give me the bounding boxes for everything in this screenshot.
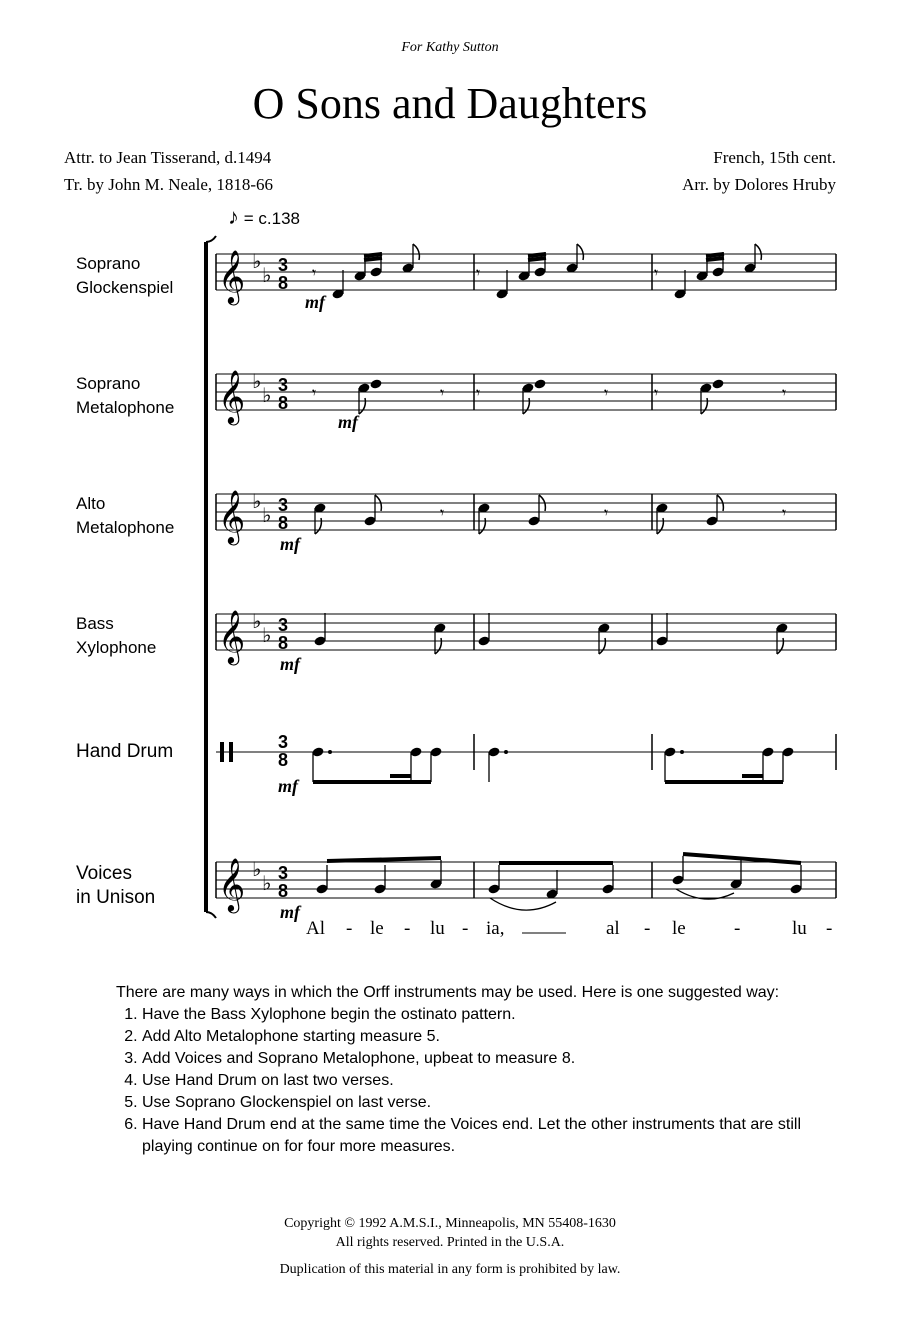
dynamic-marking: mf — [280, 654, 300, 674]
flat-icon: ♭ — [262, 623, 272, 647]
flat-icon: ♭ — [262, 871, 272, 895]
time-signature-bottom: 8 — [278, 750, 289, 770]
flat-icon: ♭ — [262, 383, 272, 407]
instruction-step: 1. Have the Bass Xylophone begin the ostinato pattern. — [142, 1004, 816, 1026]
flat-icon: ♭ — [262, 503, 272, 527]
flat-icon: ♭ — [252, 369, 262, 393]
performance-instructions — [116, 982, 816, 1158]
eighth-rest-icon: 𝄾 — [654, 383, 659, 402]
dynamic-marking: mf — [280, 902, 300, 922]
lyric-syllable: Al — [306, 918, 325, 939]
page-title: O Sons and Daughters — [252, 79, 648, 128]
time-signature-top: 3 — [278, 732, 289, 752]
time-signature-bottom: 8 — [278, 633, 289, 653]
percussion-clef-icon — [220, 742, 224, 762]
time-signature-top: 3 — [278, 615, 289, 635]
instruction-step: 3. Add Voices and Soprano Metalophone, upbeat to measure 8. — [142, 1048, 816, 1070]
note-head — [369, 378, 382, 389]
staff-label-voices: Voices in Unison — [76, 863, 156, 908]
note-flag — [701, 398, 707, 414]
lyric-syllable: - — [346, 918, 353, 939]
flat-icon: ♭ — [252, 489, 262, 513]
lyric-syllable: - — [734, 918, 741, 939]
instructions-intro: There are many ways in which the Orff instruments may be used. Here is one suggested way: — [116, 984, 780, 1001]
note-flag — [523, 398, 529, 414]
note-head — [711, 378, 724, 389]
treble-clef-icon: 𝄞 — [218, 857, 246, 911]
lyric-syllable: le — [672, 918, 686, 939]
time-signature-top: 3 — [278, 375, 289, 395]
treble-clef-icon: 𝄞 — [218, 369, 246, 423]
origin-credit: French, 15th cent. — [713, 148, 836, 167]
copyright-footer — [0, 1214, 900, 1279]
note-flag — [435, 638, 441, 654]
dynamic-marking: mf — [278, 776, 298, 796]
bracket-bottom-hook — [206, 912, 216, 918]
lyric-syllable: - — [644, 918, 651, 939]
instruction-step: 5. Use Soprano Glockenspiel on last verse. — [142, 1092, 816, 1114]
treble-clef-icon: 𝄞 — [218, 609, 246, 663]
slur — [490, 898, 556, 910]
staff-label-alto-metalophone: Alto Metalophone — [76, 494, 175, 537]
flat-icon: ♭ — [262, 263, 272, 287]
eighth-rest-icon: 𝄾 — [312, 383, 317, 402]
eighth-rest-icon: 𝄾 — [440, 503, 445, 522]
flat-icon: ♭ — [252, 249, 262, 273]
flat-icon: ♭ — [252, 609, 262, 633]
staff-label-soprano-glockenspiel: Soprano Glockenspiel — [76, 254, 174, 297]
lyric-syllable: - — [826, 918, 833, 939]
tempo-text: = c.138 — [243, 209, 300, 228]
note-beam — [528, 258, 546, 260]
note-flag — [479, 518, 485, 534]
time-signature-top: 3 — [278, 495, 289, 515]
note-beam — [528, 254, 546, 256]
dynamic-marking: mf — [280, 534, 300, 554]
note-beam — [327, 858, 441, 861]
flat-icon: ♭ — [252, 857, 262, 881]
dynamic-marking: mf — [338, 412, 358, 432]
percussion-clef-icon — [229, 742, 233, 762]
dot — [504, 750, 508, 754]
lyric-syllable: lu — [430, 918, 445, 939]
note-flag — [599, 638, 605, 654]
note-flag — [577, 244, 583, 260]
note-flag — [315, 518, 321, 534]
instruction-step: 4. Use Hand Drum on last two verses. — [142, 1070, 816, 1092]
time-signature-bottom: 8 — [278, 881, 289, 901]
lyricist-credit: Attr. to Jean Tisserand, d.1494 — [64, 148, 272, 167]
note-beam — [364, 258, 382, 260]
note-beam — [706, 258, 724, 260]
time-signature-top: 3 — [278, 255, 289, 275]
lyric-syllable: al — [606, 918, 620, 939]
lyric-syllable: lu — [792, 918, 807, 939]
eighth-rest-icon: 𝄾 — [476, 383, 481, 402]
translator-credit: Tr. by John M. Neale, 1818-66 — [64, 175, 274, 194]
note-flag — [755, 244, 761, 260]
eighth-rest-icon: 𝄾 — [440, 383, 445, 402]
lyric-syllable: le — [370, 918, 384, 939]
eighth-rest-icon: 𝄾 — [604, 383, 609, 402]
instruction-step: 2. Add Alto Metalophone starting measure 5. — [142, 1026, 816, 1048]
staff-label-hand-drum: Hand Drum — [76, 741, 174, 762]
time-signature-bottom: 8 — [278, 273, 289, 293]
note-flag — [413, 244, 419, 260]
arranger-credit: Arr. by Dolores Hruby — [682, 175, 836, 194]
staff-label-soprano-metalophone: Soprano Metalophone — [76, 374, 175, 417]
dedication: For Kathy Sutton — [401, 40, 499, 55]
copyright-line: Copyright © 1992 A.M.S.I., Minneapolis, MN 55408-1630 — [284, 1216, 616, 1231]
bracket-top-hook — [206, 236, 216, 242]
dot — [328, 750, 332, 754]
instruction-step: 6. Have Hand Drum end at the same time the Voices end. Let the other instruments that are still playing continue on for four more measures. — [142, 1114, 816, 1158]
eighth-rest-icon: 𝄾 — [476, 263, 481, 282]
eighth-rest-icon: 𝄾 — [312, 263, 317, 282]
lyric-syllable: - — [462, 918, 469, 939]
eighth-rest-icon: 𝄾 — [782, 383, 787, 402]
time-signature-bottom: 8 — [278, 393, 289, 413]
duplication-notice: Duplication of this material in any form is prohibited by law. — [279, 1262, 621, 1277]
note-beam — [364, 254, 382, 256]
eighth-note-icon: ♪ — [228, 204, 239, 229]
eighth-rest-icon: 𝄾 — [604, 503, 609, 522]
staff-label-bass-xylophone: Bass Xylophone — [76, 614, 157, 657]
eighth-rest-icon: 𝄾 — [654, 263, 659, 282]
lyric-syllable: ia, — [486, 918, 505, 939]
rights-line: All rights reserved. Printed in the U.S.A. — [335, 1235, 565, 1250]
instructions-list — [116, 1004, 816, 1158]
eighth-rest-icon: 𝄾 — [782, 503, 787, 522]
note-flag — [777, 638, 783, 654]
treble-clef-icon: 𝄞 — [218, 249, 246, 303]
dot — [680, 750, 684, 754]
note-beam — [706, 254, 724, 256]
lyric-syllable: - — [404, 918, 411, 939]
note-flag — [359, 398, 365, 414]
treble-clef-icon: 𝄞 — [218, 489, 246, 543]
time-signature-bottom: 8 — [278, 513, 289, 533]
note-head — [533, 378, 546, 389]
note-flag — [657, 518, 663, 534]
time-signature-top: 3 — [278, 863, 289, 883]
dynamic-marking: mf — [305, 292, 325, 312]
